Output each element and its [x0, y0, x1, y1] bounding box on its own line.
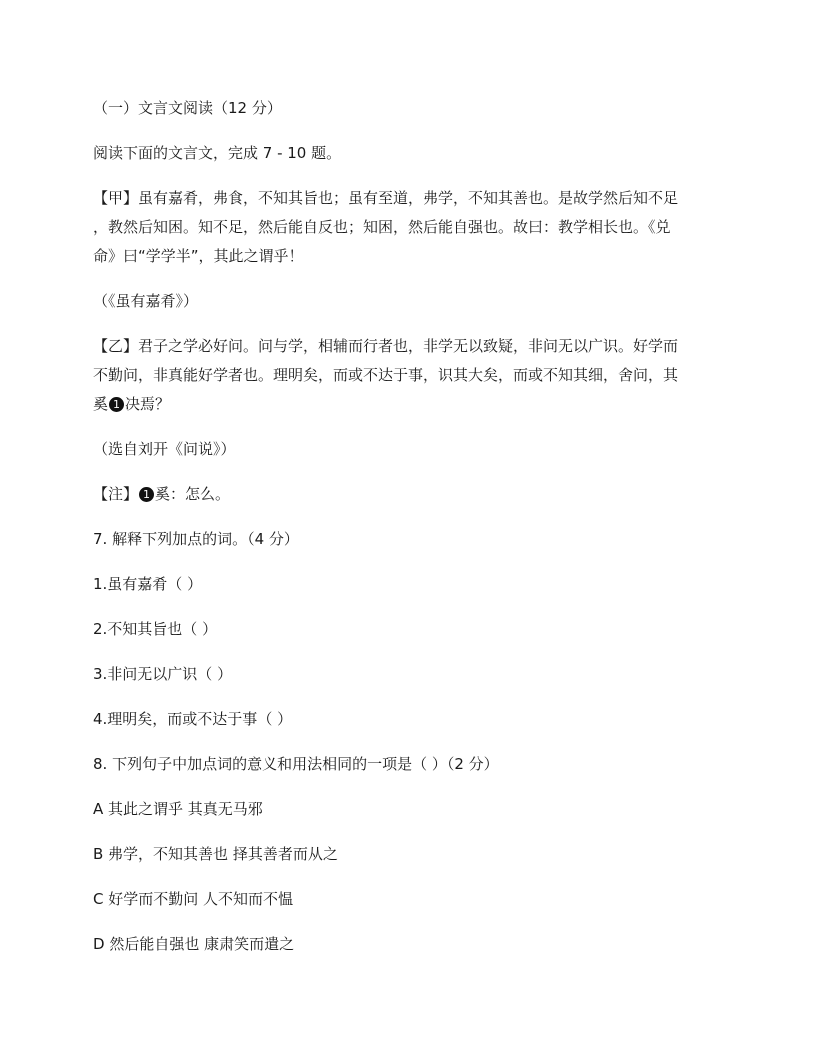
section-title: （一）文言文阅读（12 分） [93, 99, 282, 117]
question-8-option: C 好学而不勤问 人不知而不愠 [93, 890, 294, 908]
instruction: 阅读下面的文言文，完成 7 - 10 题。 [93, 144, 342, 162]
question-7-item: 2.不知其旨也（ ） [93, 620, 218, 638]
question-7-stem: 7. 解释下列加点的词。（4 分） [93, 530, 299, 548]
question-7-item: 3.非问无以广识（ ） [93, 665, 233, 683]
passage-b-source: （选自刘开《问说》） [93, 440, 236, 458]
passage-b-line: 【乙】君子之学必好问。问与学，相辅而行者也，非学无以致疑，非问无以广识。好学而 [93, 337, 679, 355]
passage-b-line3-end: 决焉？ [125, 395, 171, 413]
passage-b [93, 332, 723, 419]
passage-a-line: 【甲】虽有嘉肴，弗食，不知其旨也；虽有至道，弗学，不知其善也。是故学然后知不足 [93, 189, 679, 207]
footnote-marker: 1 [139, 487, 154, 502]
passage-a-line: 命》曰“学学半”，其此之谓乎！ [93, 247, 304, 265]
question-8-stem: 8. 下列句子中加点词的意义和用法相同的一项是（ ）（2 分） [93, 755, 499, 773]
question-7-item: 4.理明矣，而或不达于事（ ） [93, 710, 293, 728]
passage-b-line [93, 390, 723, 419]
footnote-marker: 1 [109, 397, 124, 412]
footnote [93, 480, 723, 509]
passage-b-line: 不勤问，非真能好学者也。理明矣，而或不达于事，识其大矣，而或不知其细，舍问，其 [93, 366, 679, 384]
passage-a [93, 184, 723, 271]
question-7-item: 1.虽有嘉肴（ ） [93, 575, 203, 593]
footnote-text: 奚：怎么。 [155, 485, 231, 503]
document-content [93, 94, 723, 975]
footnote-prefix: 【注】 [93, 485, 139, 503]
question-8-option: A 其此之谓乎 其真无马邪 [93, 800, 263, 818]
question-8-option: B 弗学，不知其善也 择其善者而从之 [93, 845, 338, 863]
passage-a-source: （《虽有嘉肴》） [93, 292, 199, 310]
question-8-option: D 然后能自强也 康肃笑而遣之 [93, 935, 295, 953]
passage-b-line3-start: 奚 [93, 395, 109, 413]
passage-a-line: ，教然后知困。知不足，然后能自反也；知困，然后能自强也。故曰：教学相长也。《兑 [93, 218, 671, 236]
